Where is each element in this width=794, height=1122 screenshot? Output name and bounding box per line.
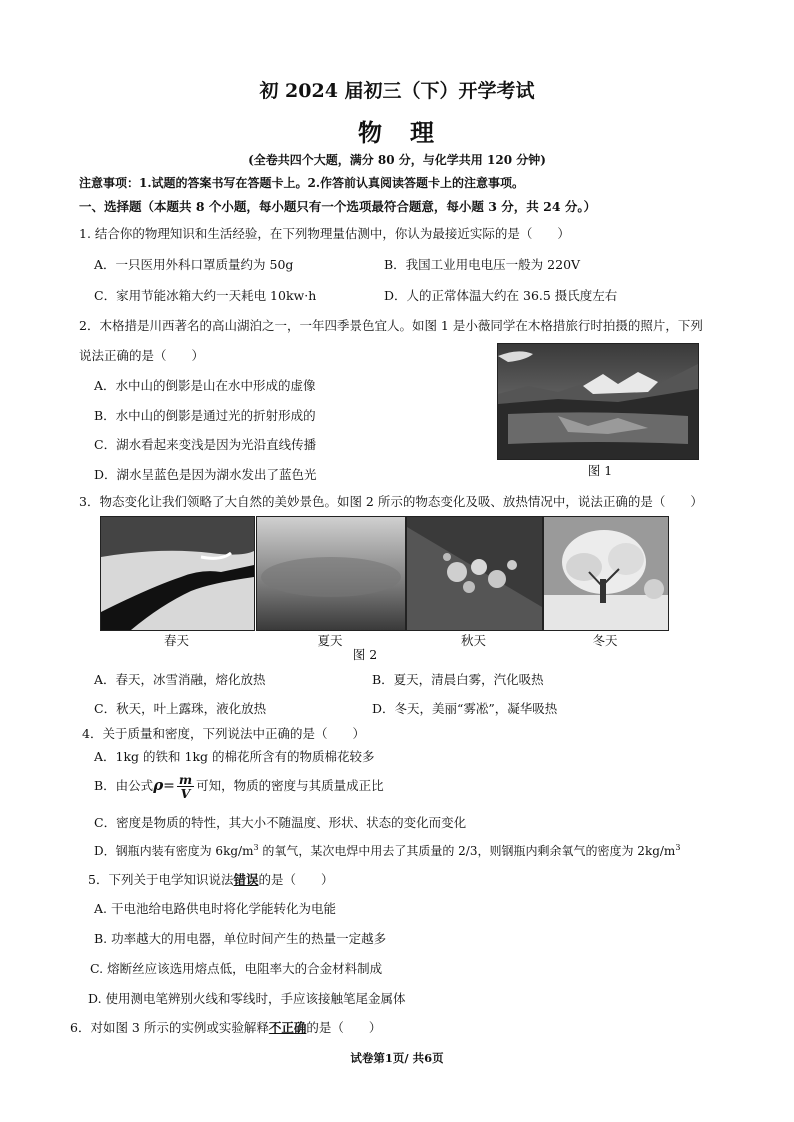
option-d (94, 842, 680, 859)
superscript-3: 3 (253, 843, 259, 852)
fraction-numerator: m (178, 772, 193, 787)
option-b-prefix: B．由公式 (94, 778, 154, 793)
stem-suffix: 的是（ ） (306, 1020, 382, 1035)
option-d: D．冬天，美丽“雾凇”，凝华吸热 (372, 701, 558, 716)
option-c: C．湖水看起来变浅是因为光沿直线传播 (94, 437, 317, 452)
stem-keyword: 错误 (233, 872, 259, 887)
option-b: B．水中山的倒影是通过光的折射形成的 (94, 408, 316, 423)
summer-photo (256, 516, 406, 631)
equals-sign: = (163, 778, 175, 794)
figure-2-caption: 图 2 (352, 647, 378, 662)
stem-keyword: 不正确 (268, 1020, 307, 1035)
question-stem: 4．关于质量和密度，下列说法中正确的是（ ） (82, 726, 365, 741)
stem-prefix: 6．对如图 3 所示的实例或实验解释 (70, 1020, 269, 1035)
fraction-denominator: V (180, 786, 191, 801)
exam-subtitle: (全卷共四个大题，满分 80 分，与化学共用 120 分钟) (248, 153, 546, 167)
photo-label-summer: 夏天 (317, 633, 343, 648)
superscript-3: 3 (675, 843, 681, 852)
option-a: A．春天，冰雪消融，熔化放热 (94, 672, 266, 687)
option-d-text-1: D．钢瓶内装有密度为 6kg/m (94, 844, 254, 858)
option-b: B．夏天，清晨白雾，汽化吸热 (372, 672, 544, 687)
stem-prefix: 5．下列关于电学知识说法 (88, 872, 234, 887)
option-c: C．秋天，叶上露珠，液化放热 (94, 701, 267, 716)
option-d: D. 使用测电笔辨别火线和零线时，手应该接触笔尾金属体 (88, 991, 406, 1006)
subject-title: 物 理 (358, 118, 436, 147)
question-stem-line-1: 2．木格措是川西著名的高山湖泊之一，一年四季景色宜人。如图 1 是小薇同学在木格措旅行时拍摄的照片，下列 (79, 318, 703, 333)
photo-label-winter: 冬天 (592, 633, 618, 648)
option-c: C．家用节能冰箱大约一天耗电 10kw·h (94, 288, 317, 303)
spring-photo (100, 516, 255, 631)
page-footer: 试卷第1页/ 共6页 (350, 1051, 444, 1065)
option-d: D．湖水呈蓝色是因为湖水发出了蓝色光 (94, 467, 317, 482)
rho-symbol: ρ (153, 776, 164, 794)
exam-title: 初 2024 届初三（下）开学考试 (259, 80, 535, 102)
option-a: A．1kg 的铁和 1kg 的棉花所含有的物质棉花较多 (94, 749, 375, 764)
section-1-heading: 一、选择题（本题共 8 个小题，每小题只有一个选项最符合题意，每小题 3 分，共 24 分。） (79, 199, 597, 214)
figure-1-caption: 图 1 (587, 463, 613, 478)
option-d: D．人的正常体温大约在 36.5 摄氏度左右 (384, 288, 618, 303)
density-formula-fraction (177, 773, 194, 800)
option-a: A．一只医用外科口罩质量约为 50g (94, 257, 294, 272)
option-a: A. 干电池给电路供电时将化学能转化为电能 (94, 901, 336, 916)
option-b: B. 功率越大的用电器，单位时间产生的热量一定越多 (94, 931, 387, 946)
question-stem: 3．物态变化让我们领略了大自然的美妙景色。如图 2 所示的物态变化及吸、放热情况中，说法正确的是（ ） (79, 494, 703, 509)
photo-label-autumn: 秋天 (460, 633, 486, 648)
question-stem-line-2: 说法正确的是（ ） (79, 348, 205, 363)
option-a: A．水中山的倒影是山在水中形成的虚像 (94, 378, 316, 393)
notice: 注意事项：1.试题的答案书写在答题卡上。2.作答前认真阅读答题卡上的注意事项。 (79, 176, 525, 190)
photo-label-spring: 春天 (163, 633, 189, 648)
option-d-text-2: 的氧气，某次电焊中用去了其质量的 2/3，则钢瓶内剩余氧气的密度为 2kg/m (258, 844, 676, 858)
figure-1-lake-photo (497, 343, 699, 460)
option-b: B．我国工业用电电压一般为 220V (384, 257, 581, 272)
question-stem (88, 870, 334, 888)
option-b-suffix: 可知，物质的密度与其质量成正比 (196, 778, 384, 793)
question-stem: 1. 结合你的物理知识和生活经验，在下列物理量估测中，你认为最接近实际的是（ ） (79, 226, 570, 241)
option-c: C. 熔断丝应该选用熔点低，电阻率大的合金材料制成 (90, 961, 383, 976)
stem-suffix: 的是（ ） (258, 872, 334, 887)
winter-photo (543, 516, 669, 631)
autumn-photo (406, 516, 543, 631)
option-c: C．密度是物质的特性，其大小不随温度、形状、状态的变化而变化 (94, 815, 467, 830)
option-b (94, 773, 384, 800)
question-stem (70, 1018, 381, 1036)
